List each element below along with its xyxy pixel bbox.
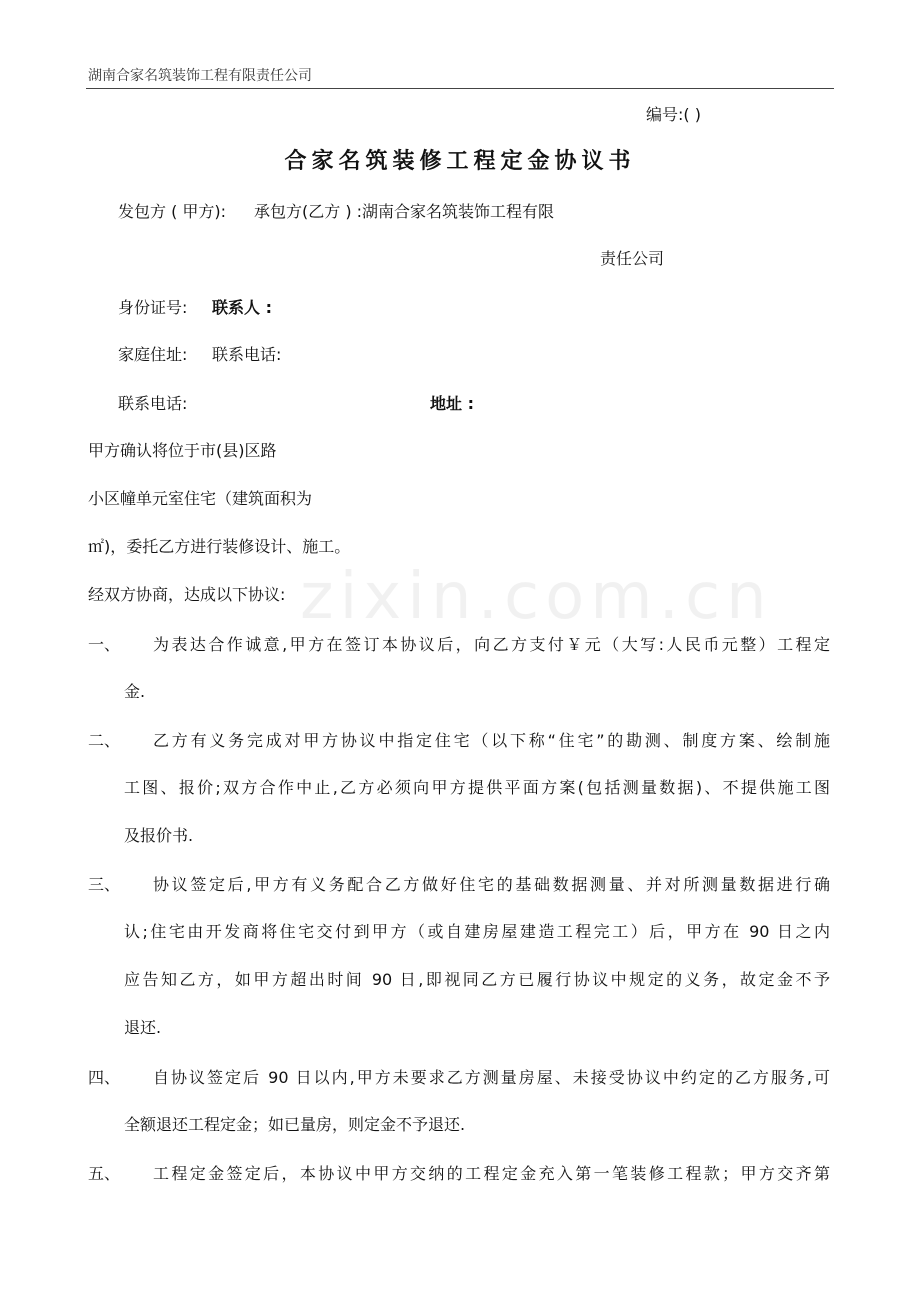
home-address-label: 家庭住址: xyxy=(118,345,188,364)
clause-line: 协议签定后,甲方有义务配合乙方做好住宅的基础数据测量、并对所测量数据进行确 xyxy=(153,875,830,894)
intro-line: ㎡)，委托乙方进行装修设计、施工。 xyxy=(88,537,351,556)
clause-line: 为表达合作诚意,甲方在签订本协议后，向乙方支付￥元（大写:人民币元整）工程定 xyxy=(153,635,830,654)
phone-label-b: 联系电话: xyxy=(212,345,282,364)
clause-number: 四、 xyxy=(88,1068,121,1087)
clause-number: 一、 xyxy=(88,635,121,654)
clause-line: 退还. xyxy=(124,1018,162,1037)
watermark: zixin.com.cn xyxy=(300,560,773,634)
clause-line: 自协议签定后 90 日以内,甲方未要求乙方测量房屋、未接受协议中约定的乙方服务,可 xyxy=(153,1068,830,1087)
address-label: 地址 : xyxy=(430,394,474,413)
clause-line: 应告知乙方，如甲方超出时间 90 日,即视同乙方已履行协议中规定的义务，故定金不予 xyxy=(124,970,830,989)
header-rule xyxy=(86,88,834,89)
clause-number: 五、 xyxy=(88,1164,121,1183)
intro-line: 经双方协商，达成以下协议: xyxy=(88,585,286,604)
party-a-label: 发包方 ( 甲方): xyxy=(118,202,227,221)
clause-line: 及报价书. xyxy=(124,826,194,845)
party-b-label: 承包方(乙方 ) :湖南合家名筑装饰工程有限 xyxy=(254,202,555,221)
phone-label-a: 联系电话: xyxy=(118,394,188,413)
doc-number: 编号:( ) xyxy=(646,105,701,124)
clause-number: 二、 xyxy=(88,731,121,750)
intro-line: 小区幢单元室住宅（建筑面积为 xyxy=(88,489,313,508)
clause-line: 工图、报价;双方合作中止,乙方必须向甲方提供平面方案(包括测量数据)、不提供施工图 xyxy=(124,778,830,797)
contact-person-label: 联系人 : xyxy=(212,298,272,317)
clause-number: 三、 xyxy=(88,875,121,894)
clause-line: 全额退还工程定金；如已量房，则定金不予退还. xyxy=(124,1115,466,1134)
clause-line: 金. xyxy=(124,682,146,701)
header-company: 湖南合家名筑装饰工程有限责任公司 xyxy=(88,68,312,84)
id-label: 身份证号: xyxy=(118,298,188,317)
intro-line: 甲方确认将位于市(县)区路 xyxy=(88,441,277,460)
party-b-cont: 责任公司 xyxy=(600,249,665,268)
clause-line: 工程定金签定后，本协议中甲方交纳的工程定金充入第一笔装修工程款；甲方交齐第 xyxy=(153,1164,830,1183)
clause-line: 认;住宅由开发商将住宅交付到甲方（或自建房屋建造工程完工）后，甲方在 90 日之内 xyxy=(124,922,830,941)
clause-line: 乙方有义务完成对甲方协议中指定住宅（以下称“住宅”的勘测、制度方案、绘制施 xyxy=(153,731,830,750)
page-title: 合家名筑装修工程定金协议书 xyxy=(284,149,636,174)
